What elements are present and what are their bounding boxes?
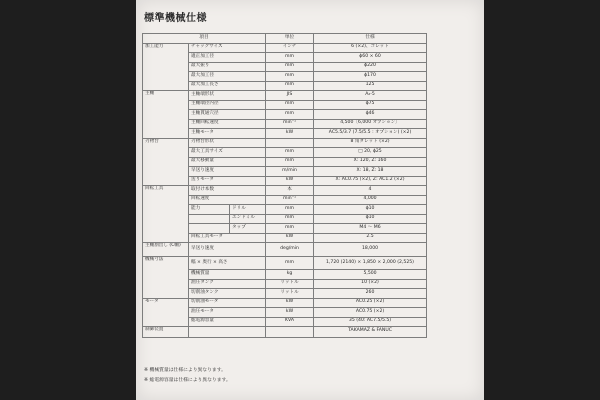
item-cell: 刃物台形状 [189,138,266,148]
item-cell [189,214,266,224]
unit-cell: mm [266,62,314,72]
spec-cell: ϕ75 [314,100,427,110]
item-cell: 最大加工長さ [189,81,266,91]
table-row [143,243,427,257]
item-cell: 回転速度 [189,195,266,205]
spec-cell: X: 18, Z: 18 [314,167,427,177]
item-cell: 主軸貫通穴径 [189,110,266,120]
spec-cell: 6 (×2)、コレット [314,43,427,53]
spec-cell: ϕ170 [314,72,427,82]
subtable-row [189,215,265,224]
spec-cell: A₂-5 [314,91,427,101]
item-cell: 早送り速度 [189,167,266,177]
item-cell: 機械質量 [189,270,266,280]
item-cell: 油圧モータ [189,308,266,318]
unit-cell: kW [266,129,314,139]
category-cell: 刃物台 [143,138,189,186]
unit-cell [266,138,314,148]
capacity-subtable [189,224,265,233]
item-label-empty [189,215,230,224]
spec-cell: 8 角タレット (×2) [314,138,427,148]
item-cell: 総電源容量 [189,317,266,327]
table-row [143,257,427,270]
subtable-row [189,205,265,214]
spec-cell: 5,500 [314,270,427,280]
unit-cell: リットル [266,279,314,289]
footnote: ※ 機械質量は仕様により異なります。 [144,368,226,373]
category-cell: 機械寸法 [143,257,189,299]
item-cell: 主軸モータ [189,129,266,139]
item-cell: 油圧タンク [189,279,266,289]
unit-cell: min⁻¹ [266,195,314,205]
header-spec: 仕様 [314,34,427,44]
unit-cell: mm [266,157,314,167]
unit-cell: KVA [266,317,314,327]
spec-cell: 18,000 [314,243,427,257]
item-cell: 最大振り [189,62,266,72]
item-cell: 回転工具モータ [189,233,266,243]
item-cell: 切削油モータ [189,298,266,308]
table-row [143,327,427,338]
page-title: 標準機械仕様 [144,13,207,24]
table-row [143,298,427,308]
unit-cell: JIS [266,91,314,101]
capacity-subtable [189,205,265,214]
spec-cell: AC5.5/3.7 (7.5/5.5 : オプション) (×2) [314,129,427,139]
spec-cell: ϕ10 [314,205,427,215]
spec-cell: 4,500〔6,000 オプション〕 [314,119,427,129]
spec-cell: AC0.75 (×2) [314,308,427,318]
item-cell: 最大工具サイズ [189,148,266,158]
spec-cell: M4 〜 M6 [314,224,427,234]
header-unit: 単位 [266,34,314,44]
spec-cell: 4 [314,186,427,196]
unit-cell: min⁻¹ [266,119,314,129]
item-cell: 早送り速度 [189,243,266,257]
unit-cell: mm [266,53,314,63]
item-cell: チャックサイズ [189,43,266,53]
unit-cell: kW [266,308,314,318]
spec-cell: 4,000 [314,195,427,205]
category-cell: 主軸 [143,91,189,139]
item-cell: 主軸端径内径 [189,100,266,110]
spec-cell: 1,720 (2140) × 1,850 × 2,000 (2,525) [314,257,427,270]
item-label-empty [189,224,230,233]
unit-cell: kW [266,176,314,186]
item-cell [189,205,266,215]
item-cell: 取付け本数 [189,186,266,196]
table-row [143,91,427,101]
unit-cell: mm [266,110,314,120]
category-cell: 加工能力 [143,43,189,91]
item-cell: 送りモータ [189,176,266,186]
unit-cell: リットル [266,289,314,299]
spec-cell: 260 [314,289,427,299]
unit-cell: mm [266,72,314,82]
footnote: ※ 総電源容量は仕様により異なります。 [144,378,231,383]
footnotes [144,366,231,386]
header-item: 項目 [143,34,266,44]
sub-item-label: エンドミル [232,215,255,221]
unit-cell: kW [266,298,314,308]
item-cell: 主軸回転速度 [189,119,266,129]
unit-cell [266,327,314,338]
capacity-subtable [189,215,265,224]
unit-cell: kW [266,233,314,243]
category-cell: モータ [143,298,189,327]
item-cell [189,224,266,234]
document-page [136,0,484,400]
unit-cell: mm [266,214,314,224]
unit-cell: mm [266,100,314,110]
spec-cell: TAKAMAZ & FANUC [314,327,427,338]
spec-cell: 35 (40: AC7.5/5.5) [314,317,427,327]
item-cell: 最大移動量 [189,157,266,167]
item-cell: 幅 × 奥行 × 高さ [189,257,266,270]
table-header-row [143,34,427,44]
spec-cell: 2.5 [314,233,427,243]
item-cell: 切削油タンク [189,289,266,299]
spec-cell: ϕ10 [314,214,427,224]
table-row [143,43,427,53]
unit-cell: deg/min [266,243,314,257]
sub-item-label: タップ [232,224,246,230]
unit-cell: kg [266,270,314,280]
unit-cell: mm [266,81,314,91]
unit-cell: mm [266,257,314,270]
spec-table [142,33,427,338]
spec-cell: X: 120, Z: 160 [314,157,427,167]
spec-cell: ϕ220 [314,62,427,72]
subtable-row [189,224,265,233]
spec-cell: X: AC0.75 (×2), Z: AC1.2 (×2) [314,176,427,186]
spec-cell: ϕ46 [314,110,427,120]
unit-cell: mm [266,205,314,215]
spec-cell: 10 (×2) [314,279,427,289]
item-cell: 適正加工径 [189,53,266,63]
sub-item-label: ドリル [232,205,246,211]
table-row [143,138,427,148]
spec-cell: ϕ60 × 60 [314,53,427,63]
spec-cell: 125 [314,81,427,91]
category-cell: 回転工具 [143,186,189,243]
unit-cell: mm [266,224,314,234]
spec-cell: AC0.25 (×2) [314,298,427,308]
item-label: 能力 [189,205,230,214]
category-cell: 主軸割出し (C軸) [143,243,189,257]
unit-cell: mm [266,148,314,158]
unit-cell: 本 [266,186,314,196]
unit-cell: m/min [266,167,314,177]
item-cell [189,327,266,338]
item-cell: 主軸端形状 [189,91,266,101]
table-row [143,186,427,196]
item-cell: 最大加工径 [189,72,266,82]
unit-cell: インチ [266,43,314,53]
spec-cell: □ 20, ϕ25 [314,148,427,158]
category-cell: 制御装置 [143,327,189,338]
